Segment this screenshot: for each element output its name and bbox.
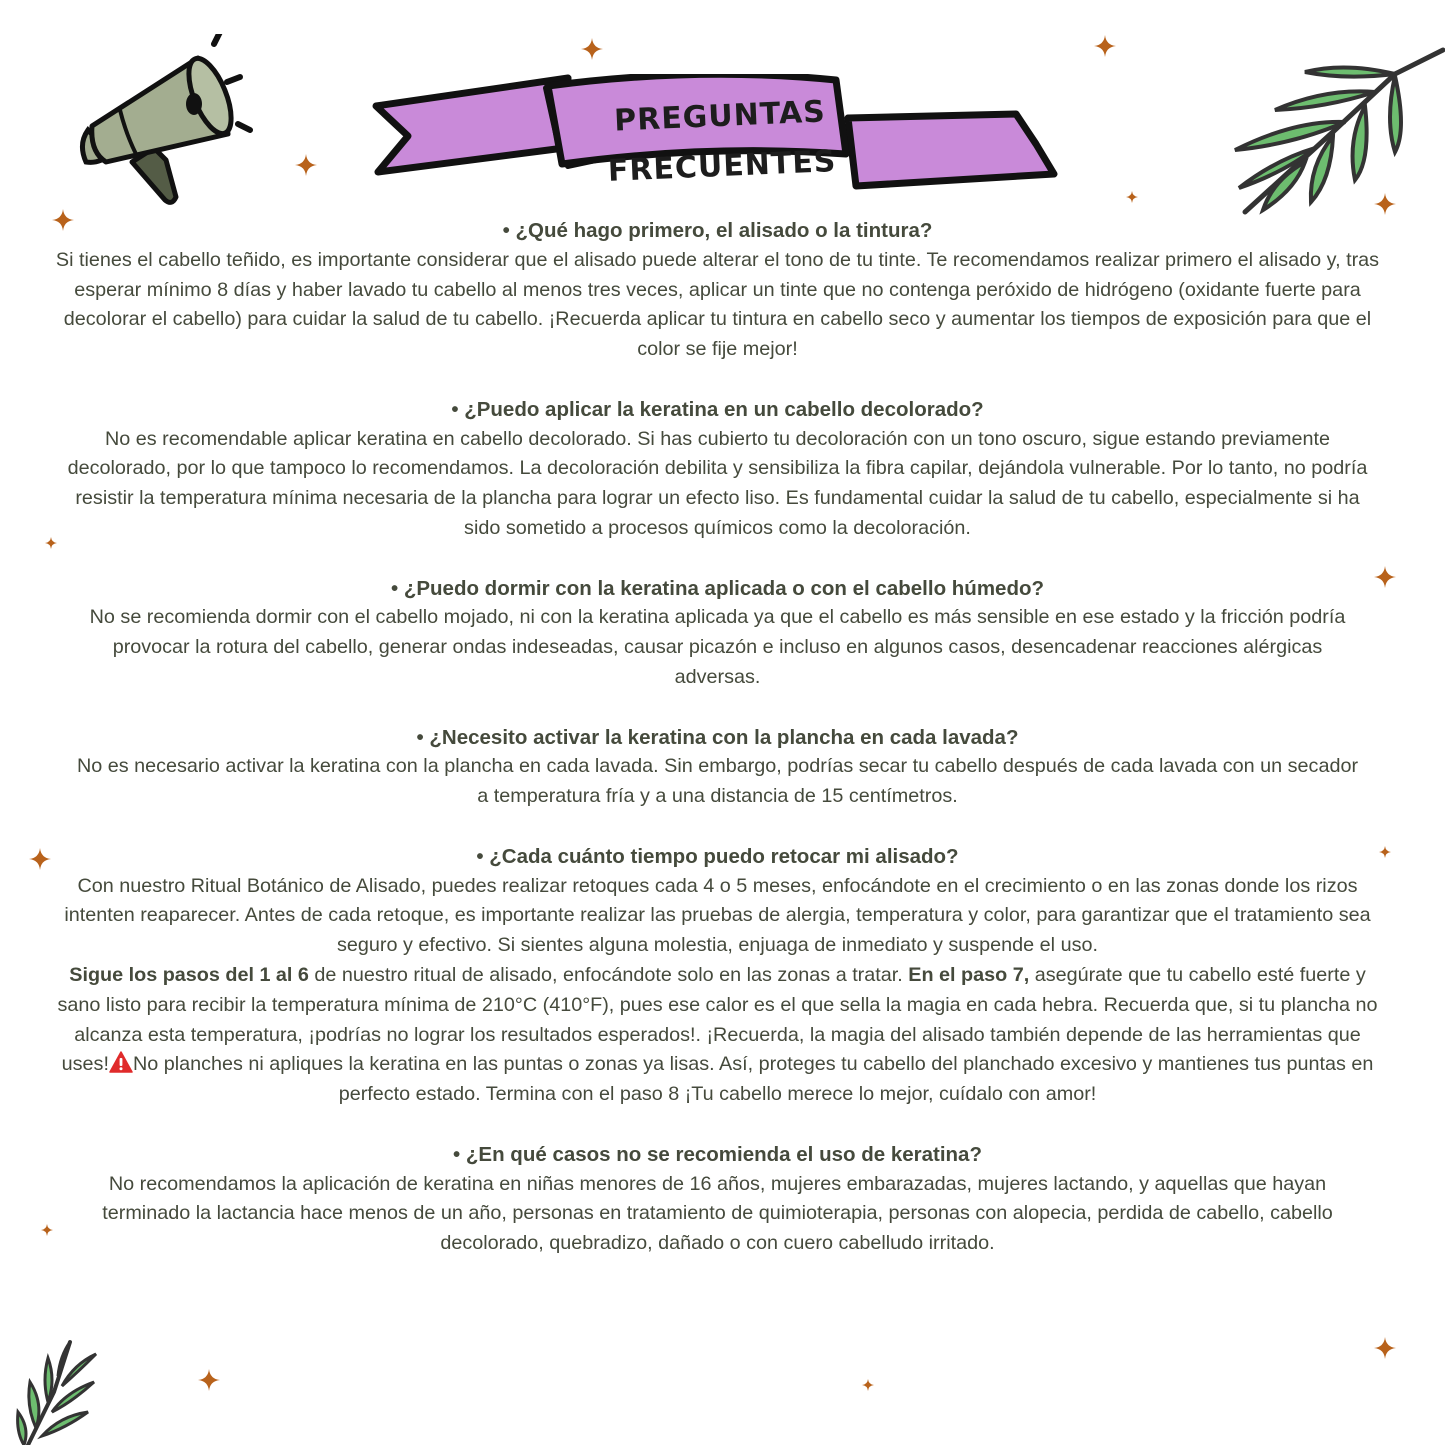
leaf-branch-icon: [8, 1332, 98, 1445]
faq-item: [55, 1140, 1380, 1259]
page-title: PREGUNTAS FRECUENTES: [607, 94, 838, 189]
sparkle-icon: [581, 38, 603, 60]
faq-answer-steps: Sigue los pasos del 1 al 6 de nuestro ritual de alisado, enfocándote solo en las zonas a tratar. En el paso 7, asegúrate que tu cabello esté fuerte y sano listo para recibir la temperatura mínima de 210°C (410°F), pues ese calor es el que sella la magia en cada hebra. Recuerda que, si tu plancha no alcanza esta temperatura, ¡podrías no lograr los resultados esperados!. ¡Recuerda, la magia del alisado también depende de las herramientas que uses! No planches ni apliques la keratina en las puntas o zonas ya lisas. Así, proteges tu cabello del planchado excesivo y mantienes tus puntas en perfecto estado. Termina con el paso 8 ¡Tu cabello merece lo mejor, cuídalo con amor!: [57, 963, 1378, 1106]
warning-icon: [109, 1051, 133, 1073]
sparkle-icon: [1374, 1337, 1396, 1359]
sparkle-icon: [295, 154, 317, 176]
faq-answer: No es necesario activar la keratina con la plancha en cada lavada. Sin embargo, podrías secar tu cabello después de cada lavada con un secador a temperatura fría y a una distancia de 15 centímetros.: [76, 755, 1359, 808]
faq-answer: No recomendamos la aplicación de keratina en niñas menores de 16 años, mujeres embarazadas, mujeres lactando, y aquellas que hayan terminado la lactancia hace menos de un año, personas en tratamiento de quimioterapia, personas con alopecia, perdida de cabello, cabello decolorado, quebradizo, dañado o con cuero cabelludo irritado.: [102, 1172, 1333, 1255]
faq-question: • ¿Necesito activar la keratina con la plancha en cada lavada?: [416, 725, 1019, 749]
faq-answer: No se recomienda dormir con el cabello mojado, ni con la keratina aplicada ya que el cabello es más sensible en ese estado y la fricción podría provocar la rotura del cabello, generar ondas indeseadas, causar picazón e incluso en algunos casos, desencadenar reacciones alérgicas adversas.: [89, 606, 1346, 688]
faq-answer: Si tienes el cabello teñido, es importante considerar que el alisado puede alterar el tono de tu tinte. Te recomendamos realizar primero el alisado y, tras esperar mínimo 8 días y haber lavado tu cabello al menos tres veces, aplicar un tinte que no contenga peróxido de hidrógeno (oxidante fuerte para decolorar el cabello) para cuidar la salud de tu cabello. ¡Recuerda aplicar tu tintura en cabello seco y aumentar los tiempos de exposición para que el color se fije mejor!: [55, 248, 1380, 361]
faq-list: [55, 216, 1380, 1289]
faq-answer: Con nuestro Ritual Botánico de Alisado, puedes realizar retoques cada 4 o 5 meses, enfocándote en el crecimiento o en las zonas donde los rizos intenten reaparecer. Antes de cada retoque, es importante realizar las pruebas de alergia, temperatura y color, para garantizar que el tratamiento sea seguro y efectivo. Si sientes alguna molestia, enjuaga de inmediato y suspende el uso.: [64, 874, 1371, 957]
faq-answer: No es recomendable aplicar keratina en cabello decolorado. Si has cubierto tu decoloración con un tono oscuro, sigue estando previamente decolorado, por lo que tampoco lo recomendamos. La decoloración debilita y sensibiliza la fibra capilar, dejándola vulnerable. Por lo tanto, no podría resistir la temperatura mínima necesaria de la plancha para lograr un efecto liso. Es fundamental cuidar la salud de tu cabello, especialmente si ha sido sometido a procesos químicos como la decoloración.: [67, 427, 1368, 539]
faq-question: • ¿Puedo aplicar la keratina en un cabello decolorado?: [451, 397, 984, 421]
bold-steps-1-6: Sigue los pasos del 1 al 6: [69, 963, 309, 986]
sparkle-icon: [1094, 35, 1116, 57]
megaphone-icon: [70, 34, 260, 209]
bold-step-7: En el paso 7,: [908, 963, 1030, 986]
sparkle-icon: [1126, 191, 1138, 203]
faq-question: • ¿Cada cuánto tiempo puedo retocar mi alisado?: [476, 844, 959, 868]
faq-item: [55, 574, 1380, 693]
faq-item: [55, 723, 1380, 812]
faq-question: • ¿Qué hago primero, el alisado o la tintura?: [502, 219, 933, 242]
faq-question: • ¿Puedo dormir con la keratina aplicada o con el cabello húmedo?: [390, 576, 1045, 600]
sparkle-icon: [862, 1379, 874, 1391]
faq-item: [55, 216, 1380, 365]
faq-item: [55, 842, 1380, 1110]
sparkle-icon: [29, 848, 51, 870]
sparkle-icon: [198, 1369, 220, 1391]
faq-question: • ¿En qué casos no se recomienda el uso de keratina?: [453, 1142, 982, 1166]
sparkle-icon: [1379, 846, 1391, 858]
leaf-branch-icon: [1215, 40, 1445, 220]
sparkle-icon: [1374, 193, 1396, 215]
sparkle-icon: [41, 1224, 53, 1236]
faq-item: [55, 395, 1380, 544]
